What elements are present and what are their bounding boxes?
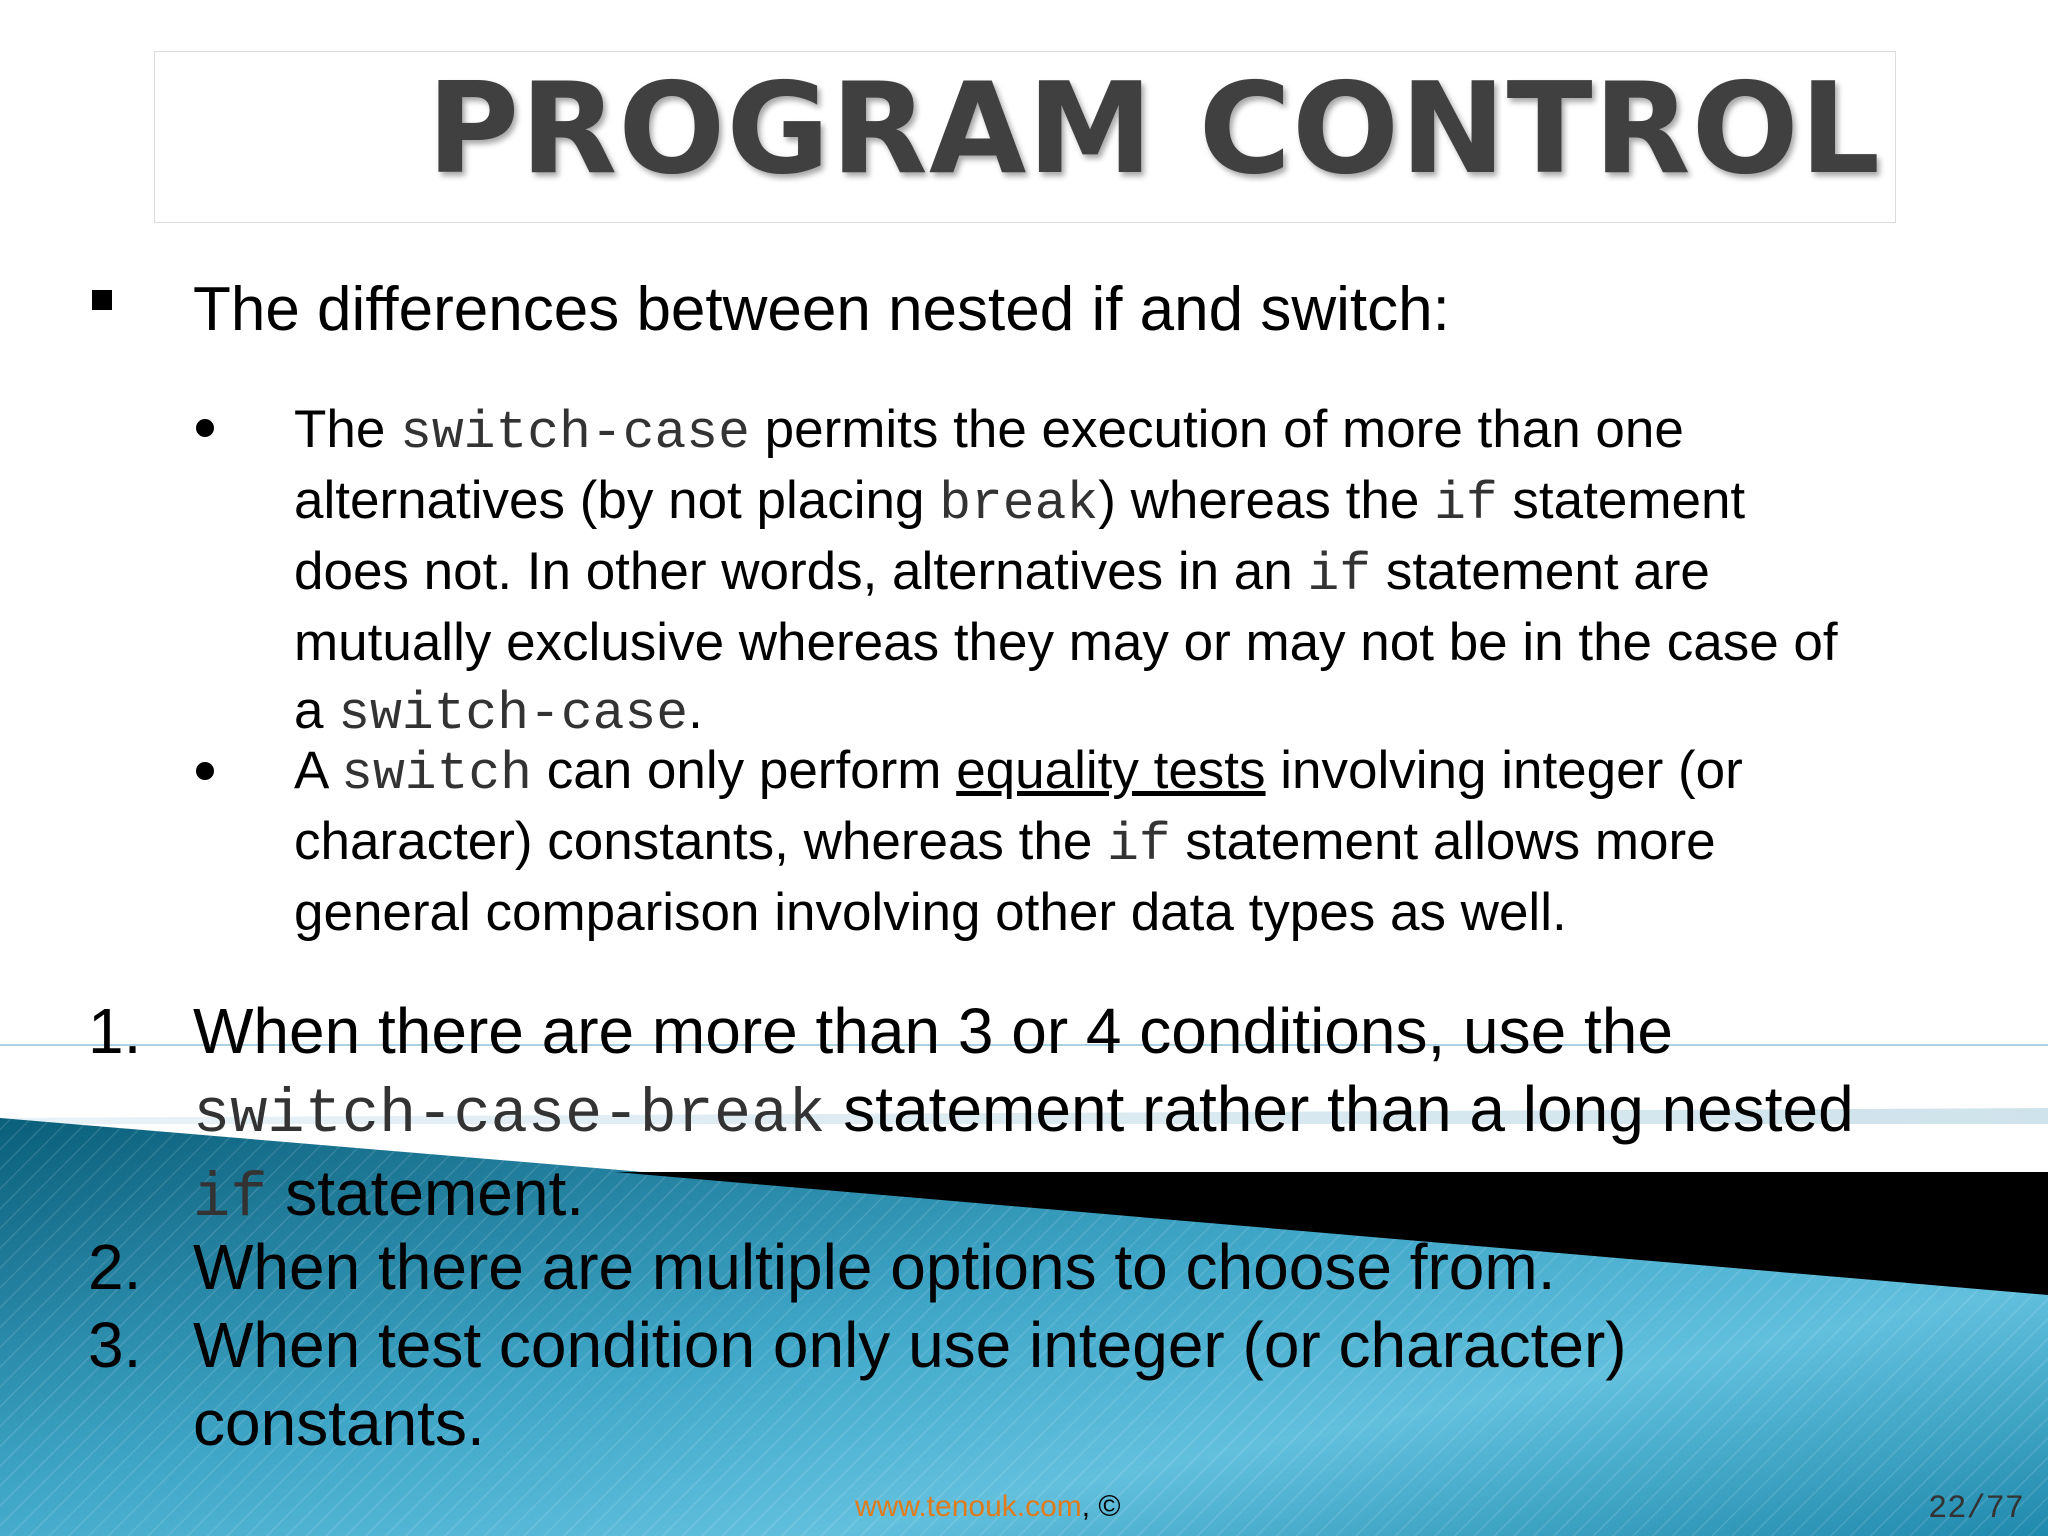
text-run: statement: [1497, 471, 1746, 530]
text-run: a: [294, 681, 339, 740]
code-keyword: switch-case: [400, 403, 750, 463]
footer-copyright: , ©: [1081, 1490, 1121, 1523]
text-line: [294, 808, 1994, 879]
code-keyword: switch-case-break: [193, 1079, 826, 1150]
main-point: The differences between nested if and switch:: [193, 275, 1450, 344]
text-run: can only perform: [532, 741, 957, 800]
text-run: character) constants, whereas the: [294, 812, 1108, 871]
code-keyword: if: [1434, 474, 1498, 534]
sub-point-switch-multiple: [294, 396, 1994, 748]
text-run: When there are multiple options to choose from.: [193, 1231, 1556, 1303]
footer: [855, 1490, 1121, 1524]
text-run: When there are more than 3 or 4 conditions, use the: [193, 995, 1673, 1067]
text-run: statement rather than a long nested: [825, 1073, 1854, 1145]
title-box: [154, 51, 1896, 223]
code-keyword: break: [939, 474, 1099, 534]
numbered-item-conditions: [193, 992, 1854, 1238]
numbered-item-integer: [193, 1306, 1627, 1462]
text-line: [294, 737, 1994, 808]
text-line: [193, 1384, 1627, 1462]
text-run: A: [294, 741, 342, 800]
text-line: [193, 1070, 1854, 1154]
text-line: [193, 1306, 1627, 1384]
text-run: permits the execution of more than one: [749, 400, 1684, 459]
text-run: alternatives (by not placing: [294, 471, 940, 530]
text-run: involving integer (or: [1265, 741, 1743, 800]
code-keyword: if: [1307, 545, 1372, 605]
numbered-item-options: [193, 1228, 1555, 1306]
text-line: [294, 538, 1994, 609]
round-bullet-icon: [196, 762, 214, 780]
underlined-text: equality tests: [956, 741, 1266, 800]
list-number: 2.: [88, 1231, 142, 1303]
code-keyword: if: [1107, 815, 1171, 875]
footer-site-link[interactable]: www.tenouk.com: [855, 1490, 1082, 1523]
text-line: [294, 609, 1994, 677]
text-line: [294, 879, 1994, 947]
text-run: statement allows more: [1170, 812, 1716, 871]
text-line: [193, 1154, 1854, 1238]
slide-title: PROGRAM CONTROL: [426, 55, 1881, 202]
text-run: statement are: [1371, 542, 1710, 601]
page-number: 22/77: [1927, 1490, 2024, 1527]
code-keyword: switch: [341, 744, 532, 804]
text-run: When test condition only use integer (or character): [193, 1309, 1627, 1381]
text-run: .: [688, 681, 703, 740]
text-run: ) whereas the: [1098, 471, 1435, 530]
code-keyword: if: [193, 1163, 268, 1234]
text-run: general comparison involving other data types as well.: [294, 883, 1567, 942]
text-run: statement.: [267, 1157, 585, 1229]
text-line: [193, 1228, 1555, 1306]
square-bullet-icon: [92, 290, 112, 310]
text-run: The: [294, 400, 401, 459]
text-run: mutually exclusive whereas they may or may not be in the case of: [294, 613, 1838, 672]
text-run: constants.: [193, 1387, 485, 1459]
code-keyword: switch-case: [338, 684, 689, 744]
text-line: [294, 467, 1994, 538]
list-number: 3.: [88, 1309, 142, 1381]
round-bullet-icon: [196, 419, 214, 437]
sub-point-switch-equality: [294, 737, 1994, 947]
list-number: 1.: [88, 995, 142, 1067]
text-line: [193, 992, 1854, 1070]
text-run: does not. In other words, alternatives in an: [294, 542, 1308, 601]
text-line: [294, 396, 1994, 467]
